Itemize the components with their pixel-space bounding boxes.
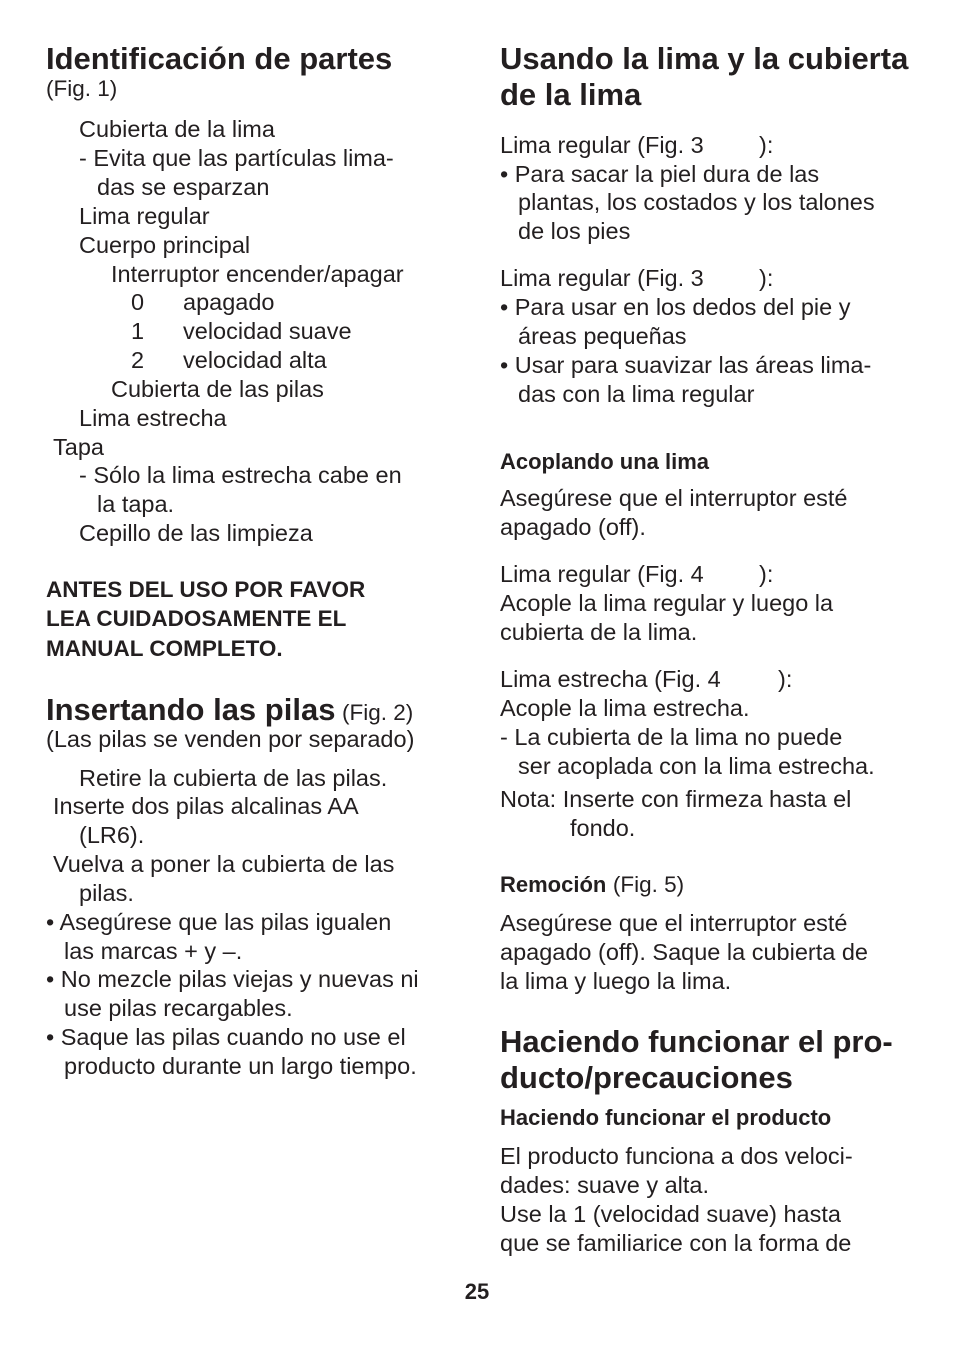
attach-line-cont: ser acoplada con la lima estrecha. [518, 753, 875, 779]
parts-fig-ref: (Fig. 1) [46, 76, 118, 101]
file-bullet: • Para sacar la piel dura de las [500, 161, 820, 187]
operate-heading: Haciendo funcionar el pro- [500, 1024, 893, 1059]
switch-position-label: velocidad suave [183, 318, 352, 344]
parts-item: Interruptor encender/apagar [111, 261, 404, 287]
attach-fig-ref: Lima regular (Fig. 4 [500, 561, 704, 587]
warning-text: ANTES DEL USO POR FAVOR [46, 577, 366, 602]
warning-text: MANUAL COMPLETO. [46, 636, 283, 661]
attach-heading: Acoplando una lima [500, 449, 710, 474]
parts-item: Lima estrecha [79, 405, 227, 431]
batteries-line: pilas. [79, 880, 134, 906]
parts-item: Cubierta de las pilas [111, 376, 324, 402]
switch-position-number: 0 [131, 289, 145, 315]
attach-fig-ref-close: ): [759, 561, 774, 587]
parts-item: - Evita que las partículas lima- [79, 145, 394, 171]
batteries-fig-ref: (Fig. 2) [341, 700, 414, 725]
operate-subheading: Haciendo funcionar el producto [500, 1105, 832, 1130]
parts-item: Cubierta de la lima [79, 116, 275, 142]
batteries-bullet: • No mezcle pilas viejas y nuevas ni [46, 966, 419, 992]
attach-line: apagado (off). [500, 514, 646, 540]
operate-line: Use la 1 (velocidad suave) hasta [500, 1201, 841, 1227]
file-bullet-cont: plantas, los costados y los talones [518, 189, 875, 215]
switch-position-number: 2 [131, 347, 145, 373]
attach-line: Acople la lima estrecha. [500, 695, 750, 721]
file-fig-ref: Lima regular (Fig. 3 [500, 265, 704, 291]
parts-item: Tapa [53, 434, 104, 460]
batteries-bullet: • Asegúrese que las pilas igualen [46, 909, 392, 935]
attach-note-cont: fondo. [570, 815, 636, 841]
file-bullet-cont: áreas pequeñas [518, 323, 687, 349]
attach-note: Nota: Inserte con firmeza hasta el [500, 786, 852, 812]
page-number: 25 [464, 1279, 490, 1304]
parts-item: - Sólo la lima estrecha cabe en [79, 462, 402, 488]
removal-heading: Remoción [500, 872, 607, 897]
switch-position-label: velocidad alta [183, 347, 327, 373]
batteries-line: Vuelva a poner la cubierta de las [53, 851, 395, 877]
parts-item: la tapa. [97, 491, 175, 517]
file-bullet-cont: de los pies [518, 218, 631, 244]
removal-line: la lima y luego la lima. [500, 968, 732, 994]
file-fig-ref: Lima regular (Fig. 3 [500, 132, 704, 158]
operate-heading: ducto/precauciones [500, 1060, 793, 1095]
batteries-heading: Insertando las pilas [46, 692, 336, 727]
operate-line: El producto funciona a dos veloci- [500, 1143, 853, 1169]
batteries-bullet-cont: use pilas recargables. [64, 995, 293, 1021]
file-fig-ref-close: ): [759, 132, 774, 158]
batteries-line: (LR6). [79, 822, 145, 848]
removal-line: apagado (off). Saque la cubierta de [500, 939, 869, 965]
parts-item: das se esparzan [97, 174, 270, 200]
attach-line: Asegúrese que el interruptor esté [500, 485, 848, 511]
attach-fig-ref-close: ): [778, 666, 793, 692]
file-fig-ref-close: ): [759, 265, 774, 291]
batteries-line: Retire la cubierta de las pilas. [79, 765, 388, 791]
parts-item: Lima regular [79, 203, 210, 229]
attach-line: - La cubierta de la lima no puede [500, 724, 843, 750]
parts-heading: Identificación de partes [46, 41, 393, 76]
removal-heading-line [500, 870, 684, 899]
switch-position-number: 1 [131, 318, 145, 344]
file-heading: Usando la lima y la cubierta [500, 41, 909, 76]
parts-item: Cepillo de las limpieza [79, 520, 313, 546]
operate-line: dades: suave y alta. [500, 1172, 710, 1198]
warning-text: LEA CUIDADOSAMENTE EL [46, 606, 347, 631]
file-bullet-cont: das con la lima regular [518, 381, 755, 407]
operate-line: que se familiarice con la forma de [500, 1230, 852, 1256]
attach-line: cubierta de la lima. [500, 619, 698, 645]
batteries-note: (Las pilas se venden por separado) [46, 726, 415, 752]
file-bullet: • Para usar en los dedos del pie y [500, 294, 851, 320]
batteries-bullet: • Saque las pilas cuando no use el [46, 1024, 406, 1050]
file-heading: de la lima [500, 77, 642, 112]
removal-fig-ref: (Fig. 5) [612, 872, 685, 897]
batteries-bullet-cont: las marcas + y –. [64, 938, 243, 964]
removal-line: Asegúrese que el interruptor esté [500, 910, 848, 936]
parts-item: Cuerpo principal [79, 232, 251, 258]
batteries-line: Inserte dos pilas alcalinas AA [53, 793, 359, 819]
attach-line: Acople la lima regular y luego la [500, 590, 834, 616]
file-bullet: • Usar para suavizar las áreas lima- [500, 352, 872, 378]
switch-position-label: apagado [183, 289, 275, 315]
batteries-bullet-cont: producto durante un largo tiempo. [64, 1053, 417, 1079]
attach-fig-ref: Lima estrecha (Fig. 4 [500, 666, 721, 692]
